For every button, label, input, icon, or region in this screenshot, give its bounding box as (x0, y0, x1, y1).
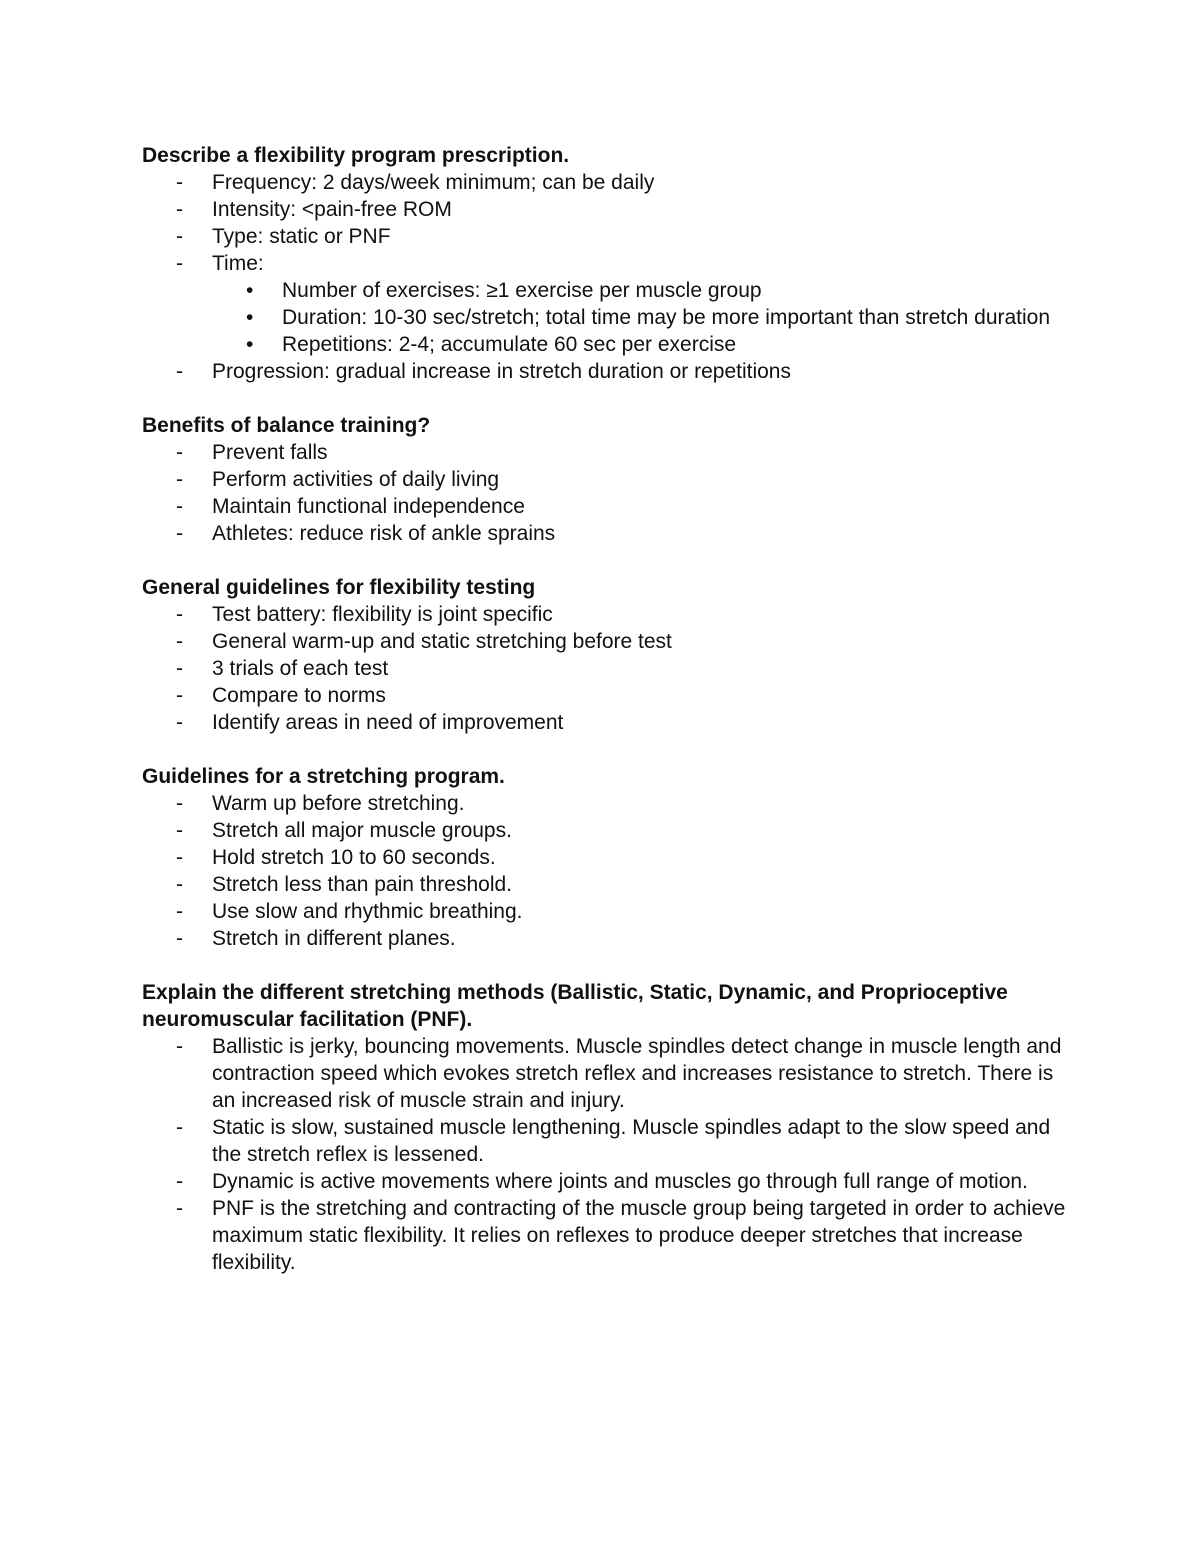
sub-item-list (212, 277, 1072, 358)
list-item (142, 655, 1072, 682)
section-heading: Benefits of balance training? (142, 414, 431, 437)
dash-marker: - (176, 900, 183, 923)
item-text: Frequency: 2 days/week minimum; can be daily (212, 171, 655, 194)
section-heading: Guidelines for a stretching program. (142, 765, 505, 788)
dash-marker: - (176, 711, 183, 734)
item-list (142, 1033, 1072, 1276)
dash-marker: - (176, 927, 183, 950)
item-text: PNF is the stretching and contracting of the muscle group being targeted in order to achieve maximum static flexibility. It relies on reflexes to produce deeper stretches that increase flexibility. (212, 1197, 1066, 1274)
list-item (142, 358, 1072, 385)
item-list (142, 790, 1072, 952)
list-item (142, 250, 1072, 358)
section-spacer (142, 385, 1072, 412)
dash-marker: - (176, 684, 183, 707)
item-text: Time: (212, 252, 264, 275)
section-spacer (142, 952, 1072, 979)
sub-list-item (212, 331, 1072, 358)
list-item (142, 493, 1072, 520)
list-item (142, 682, 1072, 709)
list-item (142, 466, 1072, 493)
dash-marker: - (176, 522, 183, 545)
dash-marker: - (176, 603, 183, 626)
section-stretching-program (142, 763, 1072, 952)
item-text: Static is slow, sustained muscle lengthening. Muscle spindles adapt to the slow speed and the stretch reflex is lessened. (212, 1116, 1051, 1166)
item-text: Stretch all major muscle groups. (212, 819, 512, 842)
list-item (142, 1033, 1072, 1114)
section-flexibility-prescription (142, 142, 1072, 385)
dash-marker: - (176, 441, 183, 464)
item-text: Type: static or PNF (212, 225, 391, 248)
item-text: Use slow and rhythmic breathing. (212, 900, 523, 923)
sub-list-item (212, 277, 1072, 304)
sub-item-text: Duration: 10-30 sec/stretch; total time may be more important than stretch duration (282, 306, 1051, 329)
section-flexibility-testing (142, 574, 1072, 736)
list-item (142, 601, 1072, 628)
dash-marker: - (176, 873, 183, 896)
list-item (142, 520, 1072, 547)
item-text: Hold stretch 10 to 60 seconds. (212, 846, 496, 869)
dash-marker: - (176, 468, 183, 491)
list-item (142, 1114, 1072, 1168)
list-item (142, 844, 1072, 871)
item-text: Perform activities of daily living (212, 468, 500, 491)
item-text: Stretch in different planes. (212, 927, 456, 950)
bullet-marker: • (246, 306, 254, 329)
list-item (142, 709, 1072, 736)
item-text: 3 trials of each test (212, 657, 389, 680)
section-heading: Explain the different stretching methods (Ballistic, Static, Dynamic, and Proprioceptive neuromuscular facilitation (PNF). (142, 981, 1008, 1031)
list-item (142, 1168, 1072, 1195)
item-text: Identify areas in need of improvement (212, 711, 564, 734)
item-text: Prevent falls (212, 441, 328, 464)
list-item (142, 439, 1072, 466)
dash-marker: - (176, 252, 183, 275)
sub-item-text: Repetitions: 2-4; accumulate 60 sec per exercise (282, 333, 737, 356)
item-text: Dynamic is active movements where joints and muscles go through full range of motion. (212, 1170, 1028, 1193)
list-item (142, 169, 1072, 196)
bullet-marker: • (246, 279, 254, 302)
item-list (142, 439, 1072, 547)
dash-marker: - (176, 657, 183, 680)
section-stretching-methods (142, 979, 1072, 1276)
dash-marker: - (176, 1035, 183, 1058)
section-balance-benefits (142, 412, 1072, 547)
section-heading: General guidelines for flexibility testing (142, 576, 536, 599)
item-text: Test battery: flexibility is joint specific (212, 603, 553, 626)
sub-item-text: Number of exercises: ≥1 exercise per muscle group (282, 279, 762, 302)
dash-marker: - (176, 1116, 183, 1139)
list-item (142, 871, 1072, 898)
dash-marker: - (176, 495, 183, 518)
list-item (142, 628, 1072, 655)
item-list (142, 169, 1072, 385)
item-text: Maintain functional independence (212, 495, 525, 518)
document-content (142, 142, 1072, 1276)
list-item (142, 925, 1072, 952)
list-item (142, 223, 1072, 250)
list-item (142, 790, 1072, 817)
dash-marker: - (176, 360, 183, 383)
section-spacer (142, 736, 1072, 763)
dash-marker: - (176, 171, 183, 194)
section-heading: Describe a flexibility program prescription. (142, 144, 570, 167)
item-text: Intensity: <pain-free ROM (212, 198, 452, 221)
dash-marker: - (176, 630, 183, 653)
list-item (142, 196, 1072, 223)
sub-list-item (212, 304, 1072, 331)
item-text: General warm-up and static stretching before test (212, 630, 672, 653)
item-text: Stretch less than pain threshold. (212, 873, 513, 896)
section-spacer (142, 547, 1072, 574)
dash-marker: - (176, 792, 183, 815)
item-text: Athletes: reduce risk of ankle sprains (212, 522, 556, 545)
list-item (142, 1195, 1072, 1276)
list-item (142, 898, 1072, 925)
dash-marker: - (176, 819, 183, 842)
item-text: Compare to norms (212, 684, 386, 707)
dash-marker: - (176, 1197, 183, 1220)
item-list (142, 601, 1072, 736)
item-text: Progression: gradual increase in stretch duration or repetitions (212, 360, 791, 383)
dash-marker: - (176, 1170, 183, 1193)
bullet-marker: • (246, 333, 254, 356)
dash-marker: - (176, 225, 183, 248)
dash-marker: - (176, 198, 183, 221)
dash-marker: - (176, 846, 183, 869)
list-item (142, 817, 1072, 844)
item-text: Warm up before stretching. (212, 792, 465, 815)
item-text: Ballistic is jerky, bouncing movements. Muscle spindles detect change in muscle length and contraction speed which evokes stretch reflex and increases resistance to stretch. There is an increased risk of muscle strain and injury. (212, 1035, 1062, 1112)
